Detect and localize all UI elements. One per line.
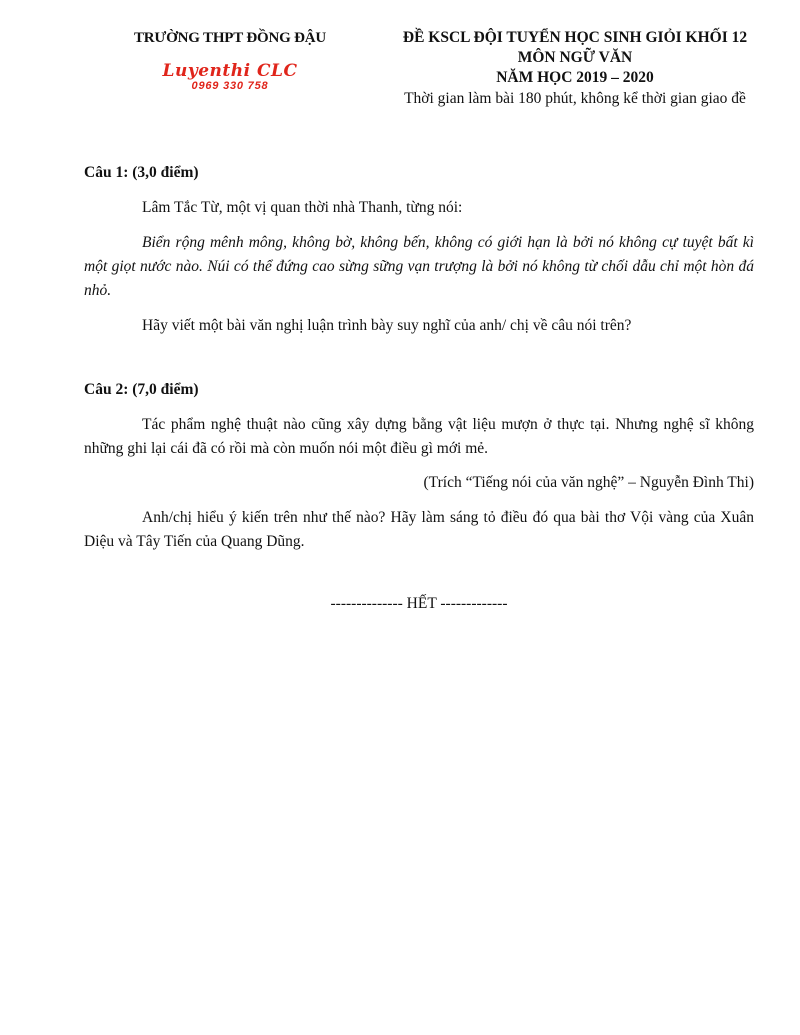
luyenthi-logo (163, 62, 298, 92)
question2-task: Anh/chị hiểu ý kiến trên như thế nào? Hãy làm sáng tỏ điều đó qua bài thơ Vội vàng của Xuân Diệu và Tây Tiến của Quang Dũng. (84, 509, 754, 550)
question1-heading: Câu 1: (3,0 điểm) (84, 164, 199, 181)
header-left (100, 28, 360, 94)
subject-title: MÔN NGỮ VĂN (517, 49, 633, 66)
question1-intro: Lâm Tắc Từ, một vị quan thời nhà Thanh, từng nói: (142, 199, 463, 216)
header-right (375, 28, 775, 110)
question1-quote: Biển rộng mênh mông, không bờ, không bến, không có giới hạn là bởi nó không cự tuyệt bất kì một giọt nước nào. Núi có thể đứng cao sừng sững vạn trượng là bởi nó không từ chối dẫu chỉ một hòn đá nhỏ. (84, 234, 754, 299)
exam-content (84, 161, 754, 616)
logo-brand-text: Luyenthi CLC (162, 61, 298, 81)
school-name: TRƯỜNG THPT ĐỒNG ĐẬU (134, 30, 326, 46)
question1-task: Hãy viết một bài văn nghị luận trình bày suy nghĩ của anh/ chị về câu nói trên? (142, 317, 632, 334)
end-marker: -------------- HẾT ------------- (330, 595, 508, 612)
time-note: Thời gian làm bài 180 phút, không kể thời gian giao đề (404, 90, 746, 107)
school-year: NĂM HỌC 2019 – 2020 (496, 69, 654, 86)
exam-title: ĐỀ KSCL ĐỘI TUYỂN HỌC SINH GIỎI KHỐI 12 (402, 29, 748, 46)
question2-source: (Trích “Tiếng nói của văn nghệ” – Nguyễn Đình Thi) (423, 474, 754, 491)
logo-phone-text: 0969 330 758 (191, 80, 269, 92)
question2-quote: Tác phẩm nghệ thuật nào cũng xây dựng bằng vật liệu mượn ở thực tại. Nhưng nghệ sĩ không những ghi lại cái đã có rồi mà còn muốn nói một điều gì mới mẻ. (84, 416, 754, 457)
question2-heading: Câu 2: (7,0 điểm) (84, 381, 199, 398)
